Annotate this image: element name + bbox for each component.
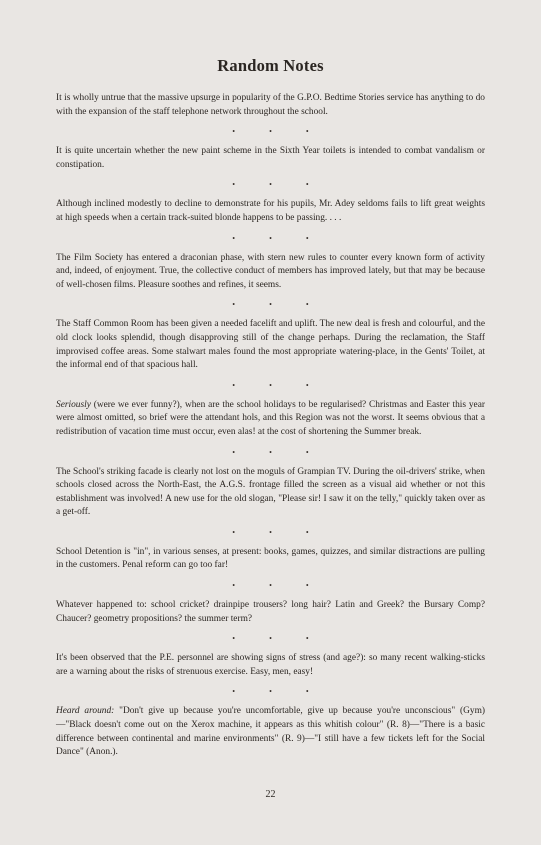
note-lead: Heard around: (56, 706, 115, 717)
separator: • • • (232, 581, 325, 591)
page-number: 22 (265, 789, 276, 800)
separator: • • • (232, 634, 325, 644)
note-3 (56, 198, 485, 225)
note-text: (were we ever funny?), when are the school holidays to be regularised? Christmas and Easter this year were almost omitted, so brief were the attendant hols, and this Region was not the worst. It seems obvious that a redistribution of vacation time must occur, even alas! at the cost of shortening the Summer break. (56, 399, 485, 437)
note-7 (56, 466, 485, 520)
note-6 (56, 399, 485, 440)
note-text: It is wholly untrue that the massive upsurge in popularity of the G.P.O. Bedtime Stories service has anything to do with the expansion of the staff telephone network throughout the school. (56, 93, 485, 117)
note-lead: Seriously (56, 399, 91, 410)
note-10 (56, 652, 485, 679)
note-text: It's been observed that the P.E. personnel are showing signs of stress (and age?): so many recent walking-sticks are a warning about the risks of strenuous exercise. Easy, men, easy! (56, 653, 485, 677)
separator: • • • (232, 380, 325, 390)
note-9 (56, 599, 485, 626)
notes-list (56, 92, 485, 760)
separator: • • • (232, 233, 325, 243)
note-text: The School's striking facade is clearly not lost on the moguls of Grampian TV. During the oil-drivers' strike, when schools closed across the North-East, the A.G.S. frontage filled the screen as a visual aid whether or not this establishment was involved! A new use for the old slogan, "Please sir! I saw it on the telly," quickly taken over as a get-off. (56, 466, 485, 518)
separator: • • • (232, 687, 325, 697)
note-11 (56, 705, 485, 759)
note-5 (56, 318, 485, 372)
note-text: The Film Society has entered a draconian phase, with stern new rules to counter every known form of activity and, indeed, of enjoyment. True, the collective conduct of members has improved lately, but that may be because of well-chosen films. Pleasure soothes and refines, it seems. (56, 252, 485, 290)
separator: • • • (232, 447, 325, 457)
separator: • • • (232, 527, 325, 537)
note-text: It is quite uncertain whether the new paint scheme in the Sixth Year toilets is intended to combat vandalism or constipation. (56, 146, 485, 170)
note-4 (56, 252, 485, 293)
page-title: Random Notes (217, 56, 324, 75)
note-2 (56, 145, 485, 172)
note-text: School Detention is "in", in various senses, at present: books, games, quizzes, and similar distractions are pulling in the customers. Penal reform can go too far! (56, 546, 485, 571)
separator: • • • (232, 300, 325, 310)
note-text: "Don't give up because you're uncomfortable, give up because you're unconscious" (Gym)—"Black doesn't come out on the Xerox machine, it appears as this whitish colour" (R. 8)—"There is a basic difference between continental and marine environments" (R. 9)—"I still have a few tickets left for the Social Dance" (Anon.). (56, 706, 486, 758)
separator: • • • (232, 180, 325, 190)
note-8 (56, 546, 485, 573)
note-text: The Staff Common Room has been given a needed facelift and uplift. The new deal is fresh and colourful, and the old clock looks splendid, though disapproving still of the change perhaps. During the reclamation, the Staff improvised coffee areas. Some stalwart males found the most appropriate watering-place, in the Gents' Toilet, at the informal end of that spacious hall. (56, 319, 485, 371)
note-text: Although inclined modestly to decline to demonstrate for his pupils, Mr. Adey seldoms fails to lift great weights at high speeds when a certain track-suited blonde happens to be passing. . . . (56, 199, 485, 223)
note-text: Whatever happened to: school cricket? drainpipe trousers? long hair? Latin and Greek? the Bursary Comp? Chaucer? geometry propositions? the summer term? (56, 600, 485, 624)
note-1 (56, 92, 485, 119)
separator: • • • (232, 127, 325, 137)
